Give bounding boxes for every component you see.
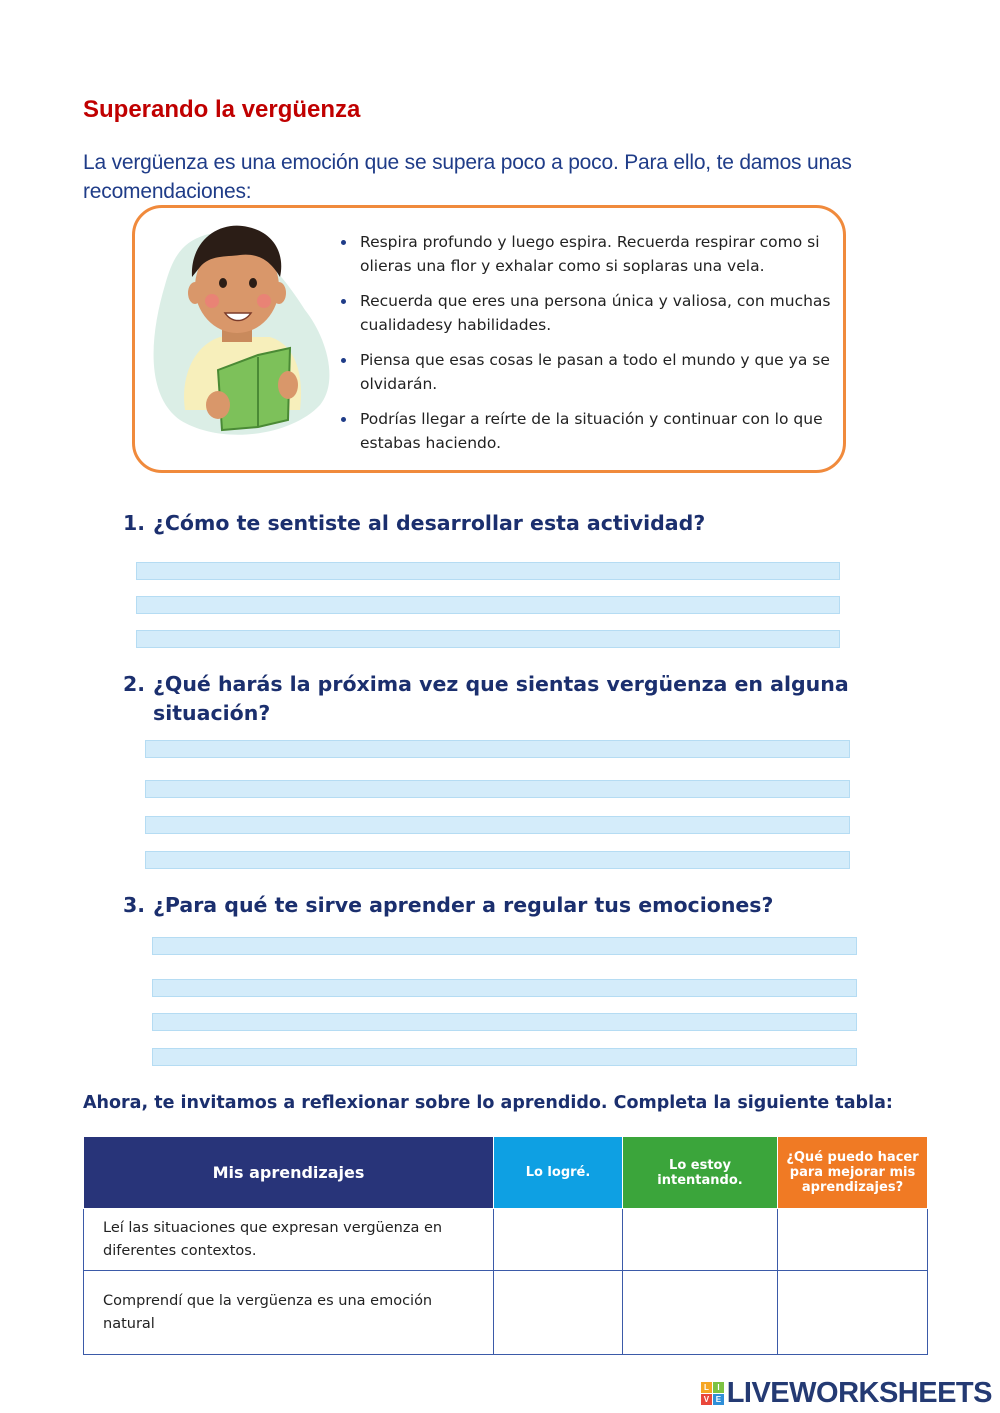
question-3 — [123, 891, 913, 920]
criterion-cell: Leí las situaciones que expresan vergüenza en diferentes contextos. — [84, 1209, 494, 1271]
answer-field-1[interactable] — [136, 562, 840, 648]
answer-line[interactable] — [152, 1013, 857, 1031]
logo-text: LIVEWORKSHEETS — [726, 1376, 992, 1409]
child-reading-illustration — [140, 215, 340, 445]
answer-line[interactable] — [145, 780, 850, 798]
trying-cell[interactable] — [623, 1271, 778, 1355]
question-text: ¿Qué harás la próxima vez que sientas vergüenza en alguna situación? — [153, 672, 849, 725]
logo-mark-icon — [701, 1382, 724, 1405]
header-improve: ¿Qué puedo hacer para mejorar mis aprendizajes? — [778, 1137, 928, 1209]
answer-field-2[interactable] — [145, 740, 850, 869]
table-row — [84, 1209, 928, 1271]
logo-letter: E — [713, 1394, 724, 1405]
tip-item: Podrías llegar a reírte de la situación y continuar con lo que estabas haciendo. — [340, 407, 835, 455]
answer-line[interactable] — [136, 596, 840, 614]
answer-line[interactable] — [145, 851, 850, 869]
answer-line[interactable] — [152, 937, 857, 955]
page-title: Superando la vergüenza — [83, 96, 361, 123]
criterion-cell: Comprendí que la vergüenza es una emoción natural — [84, 1271, 494, 1355]
answer-line[interactable] — [145, 816, 850, 834]
header-trying: Lo estoy intentando. — [623, 1137, 778, 1209]
tip-item: Respira profundo y luego espira. Recuerda respirar como si olieras una flor y exhalar como si soplaras una vela. — [340, 230, 835, 278]
question-2 — [123, 670, 913, 728]
logo-letter: L — [701, 1382, 712, 1393]
tips-list — [340, 230, 835, 455]
tip-item: Recuerda que eres una persona única y valiosa, con muchas cualidadesy habilidades. — [340, 289, 835, 337]
answer-line[interactable] — [136, 562, 840, 580]
table-row — [84, 1271, 928, 1355]
answer-line[interactable] — [152, 1048, 857, 1066]
question-number: 1. — [123, 511, 146, 535]
liveworksheets-logo — [701, 1376, 992, 1410]
tip-item: Piensa que esas cosas le pasan a todo el mundo y que ya se olvidarán. — [340, 348, 835, 396]
logo-letter: I — [713, 1382, 724, 1393]
header-learnings: Mis aprendizajes — [84, 1137, 494, 1209]
achieved-cell[interactable] — [494, 1271, 623, 1355]
logo-letter: V — [701, 1394, 712, 1405]
answer-line[interactable] — [152, 979, 857, 997]
self-assessment-table — [83, 1136, 928, 1355]
trying-cell[interactable] — [623, 1209, 778, 1271]
header-achieved: Lo logré. — [494, 1137, 623, 1209]
answer-line[interactable] — [136, 630, 840, 648]
improve-cell[interactable] — [778, 1271, 928, 1355]
question-number: 2. — [123, 672, 146, 696]
answer-line[interactable] — [145, 740, 850, 758]
reflection-prompt: Ahora, te invitamos a reflexionar sobre lo aprendido. Completa la siguiente tabla: — [83, 1093, 893, 1113]
question-text: ¿Para qué te sirve aprender a regular tus emociones? — [153, 893, 774, 917]
question-1 — [123, 509, 913, 538]
answer-field-3[interactable] — [152, 937, 857, 1066]
question-text: ¿Cómo te sentiste al desarrollar esta actividad? — [153, 511, 706, 535]
improve-cell[interactable] — [778, 1209, 928, 1271]
achieved-cell[interactable] — [494, 1209, 623, 1271]
question-number: 3. — [123, 893, 146, 917]
intro-text: La vergüenza es una emoción que se supera poco a poco. Para ello, te damos unas recomendaciones: — [83, 151, 852, 203]
table-header-row — [84, 1137, 928, 1209]
